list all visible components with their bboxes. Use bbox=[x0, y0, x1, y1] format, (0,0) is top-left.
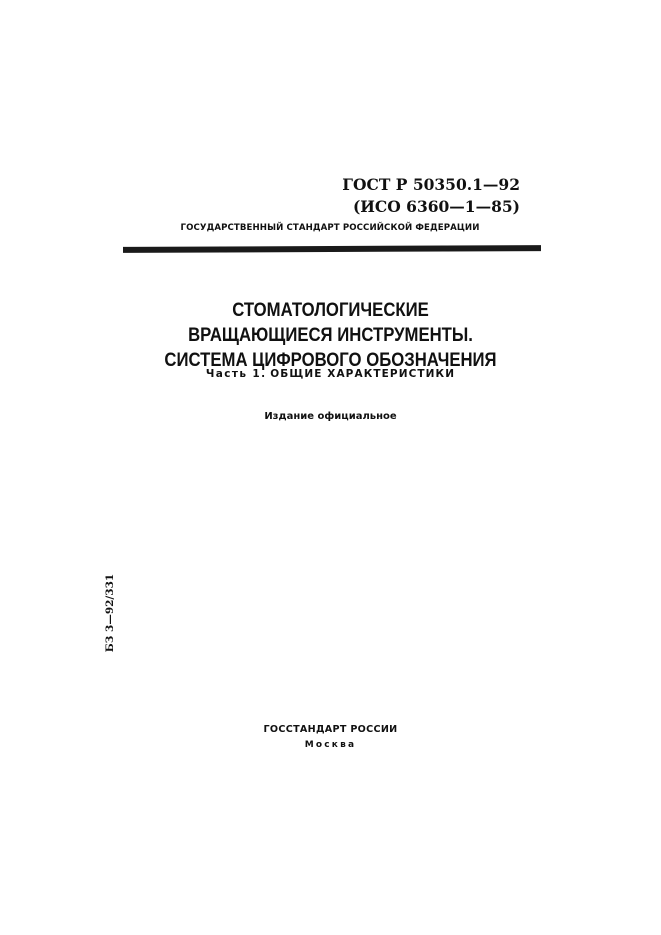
title-line-1: СТОМАТОЛОГИЧЕСКИЕ bbox=[232, 300, 429, 321]
gost-code: ГОСТ Р 50350.1—92 bbox=[342, 175, 520, 194]
part-label: Часть 1. bbox=[205, 368, 267, 380]
document-title bbox=[40, 298, 622, 373]
publisher-name: ГОССТАНДАРТ РОССИИ bbox=[263, 724, 398, 735]
state-standard-heading: ГОСУДАРСТВЕННЫЙ СТАНДАРТ РОССИЙСКОЙ ФЕДЕРАЦИИ bbox=[180, 223, 480, 233]
publisher-city: Москва bbox=[304, 740, 357, 750]
standard-designation bbox=[342, 174, 520, 218]
part-subtitle bbox=[0, 368, 661, 380]
title-line-2: ВРАЩАЮЩИЕСЯ ИНСТРУМЕНТЫ. bbox=[188, 325, 473, 346]
iso-code: (ИСО 6360—1—85) bbox=[352, 197, 520, 216]
edition-note: Издание официальное bbox=[264, 411, 397, 422]
title-line-3: СИСТЕМА ЦИФРОВОГО ОБОЗНАЧЕНИЯ bbox=[164, 350, 497, 371]
part-name: ОБЩИЕ ХАРАКТЕРИСТИКИ bbox=[270, 368, 456, 380]
side-catalog-code: БЗ 3—92/331 bbox=[104, 573, 116, 653]
heading-divider bbox=[123, 245, 541, 253]
